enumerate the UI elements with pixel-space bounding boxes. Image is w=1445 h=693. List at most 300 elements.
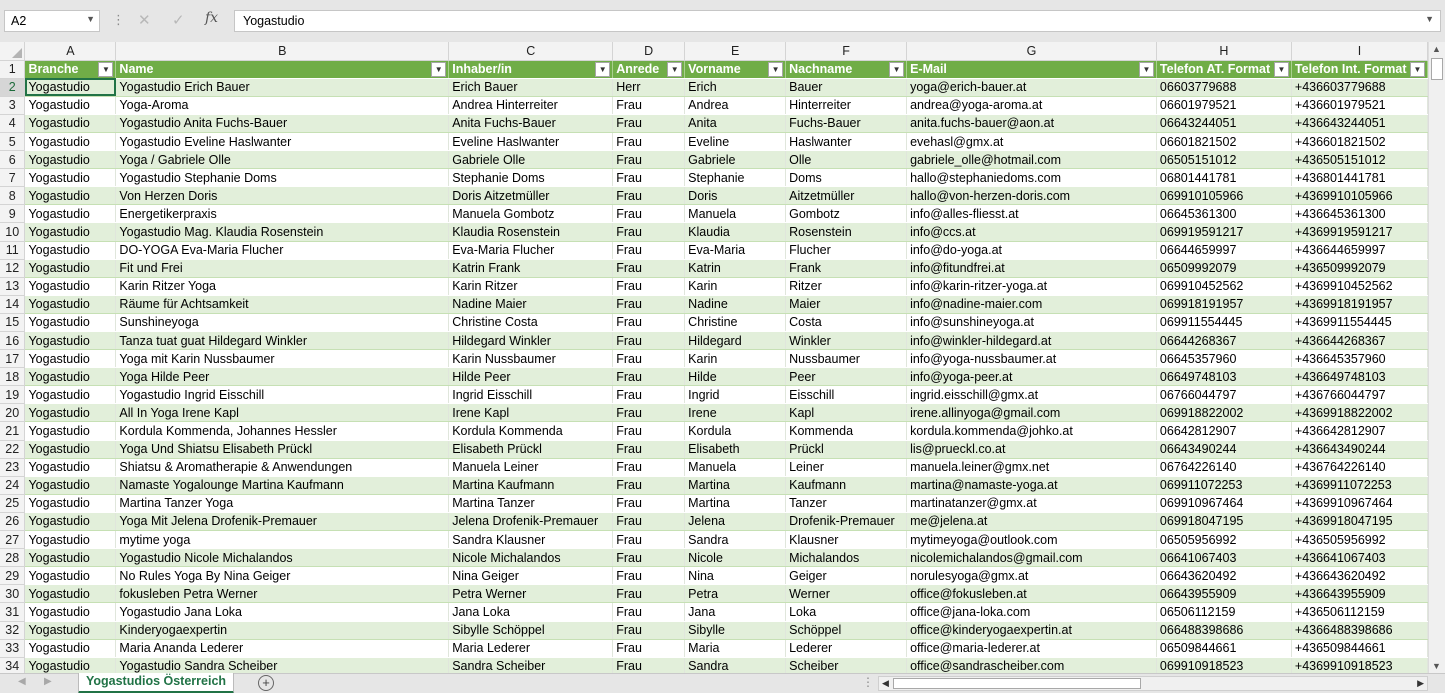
table-cell[interactable]: Yogastudio Jana Loka — [116, 603, 449, 621]
table-cell[interactable]: Jana Loka — [449, 603, 613, 621]
table-cell[interactable]: info@yoga-nussbaumer.at — [907, 350, 1157, 368]
add-sheet-button[interactable]: + — [258, 675, 274, 691]
table-cell[interactable]: Fit und Frei — [116, 259, 449, 277]
table-cell[interactable]: Yogastudio — [25, 78, 116, 96]
table-cell[interactable]: 06601979521 — [1156, 96, 1291, 114]
table-cell[interactable]: Nicole — [685, 549, 786, 567]
table-cell[interactable]: lis@prueckl.co.at — [907, 440, 1157, 458]
table-cell[interactable]: Leiner — [786, 458, 907, 476]
table-cell[interactable]: Frau — [613, 132, 685, 150]
table-cell[interactable]: Ingrid Eisschill — [449, 386, 613, 404]
table-cell[interactable]: 069918822002 — [1156, 404, 1291, 422]
table-cell[interactable]: Klausner — [786, 531, 907, 549]
table-cell[interactable]: Gabriele — [685, 151, 786, 169]
spreadsheet-grid[interactable] — [0, 42, 1428, 673]
table-cell[interactable]: Kordula Kommenda, Johannes Hessler — [116, 422, 449, 440]
header-cell[interactable] — [613, 60, 685, 78]
table-cell[interactable]: Frau — [613, 223, 685, 241]
table-cell[interactable]: Frau — [613, 657, 685, 673]
table-cell[interactable]: +436764226140 — [1291, 458, 1427, 476]
table-cell[interactable]: 069910967464 — [1156, 494, 1291, 512]
table-cell[interactable]: Nussbaumer — [786, 350, 907, 368]
table-cell[interactable]: Jana — [685, 603, 786, 621]
table-cell[interactable]: Frau — [613, 241, 685, 259]
table-cell[interactable]: info@ccs.at — [907, 223, 1157, 241]
table-cell[interactable]: Herr — [613, 78, 685, 96]
table-cell[interactable]: Manuela Leiner — [449, 458, 613, 476]
scroll-right-icon[interactable]: ▶ — [1417, 678, 1424, 688]
table-cell[interactable]: +4366488398686 — [1291, 621, 1427, 639]
table-cell[interactable]: Yoga Mit Jelena Drofenik-Premauer — [116, 512, 449, 530]
table-cell[interactable]: +436601821502 — [1291, 132, 1427, 150]
table-cell[interactable]: Karin Nussbaumer — [449, 350, 613, 368]
table-cell[interactable]: Loka — [786, 603, 907, 621]
table-cell[interactable]: Sibylle — [685, 621, 786, 639]
table-cell[interactable]: Namaste Yogalounge Martina Kaufmann — [116, 476, 449, 494]
table-cell[interactable]: Jelena — [685, 512, 786, 530]
table-cell[interactable]: 06644659997 — [1156, 241, 1291, 259]
table-cell[interactable]: Yogastudio — [25, 114, 116, 132]
table-cell[interactable]: Hinterreiter — [786, 96, 907, 114]
row-header[interactable]: 14 — [0, 295, 25, 313]
table-cell[interactable]: Martina — [685, 476, 786, 494]
table-cell[interactable]: Eva-Maria Flucher — [449, 241, 613, 259]
select-all-corner[interactable] — [0, 42, 25, 60]
row-header[interactable]: 26 — [0, 512, 25, 530]
table-cell[interactable]: 06643955909 — [1156, 585, 1291, 603]
table-cell[interactable]: Yogastudio — [25, 657, 116, 673]
table-cell[interactable]: Anita Fuchs-Bauer — [449, 114, 613, 132]
table-cell[interactable]: Geiger — [786, 567, 907, 585]
row-header[interactable]: 3 — [0, 96, 25, 114]
table-cell[interactable]: +436644659997 — [1291, 241, 1427, 259]
table-cell[interactable]: 069910452562 — [1156, 277, 1291, 295]
table-cell[interactable]: 069918191957 — [1156, 295, 1291, 313]
table-cell[interactable]: 069911554445 — [1156, 313, 1291, 331]
table-cell[interactable]: info@winkler-hildegard.at — [907, 332, 1157, 350]
table-cell[interactable]: +4369918047195 — [1291, 512, 1427, 530]
table-cell[interactable]: Yogastudio — [25, 621, 116, 639]
row-header[interactable]: 18 — [0, 368, 25, 386]
table-cell[interactable]: +436509992079 — [1291, 259, 1427, 277]
row-header[interactable]: 31 — [0, 603, 25, 621]
table-cell[interactable]: Sandra Scheiber — [449, 657, 613, 673]
column-header[interactable]: I — [1291, 42, 1427, 60]
table-cell[interactable]: Frau — [613, 494, 685, 512]
table-cell[interactable]: Kommenda — [786, 422, 907, 440]
table-cell[interactable]: Stephanie — [685, 169, 786, 187]
table-cell[interactable]: Ingrid — [685, 386, 786, 404]
table-cell[interactable]: Frau — [613, 531, 685, 549]
table-cell[interactable]: Energetikerpraxis — [116, 205, 449, 223]
table-cell[interactable]: Yogastudio — [25, 422, 116, 440]
table-cell[interactable]: +4369911554445 — [1291, 313, 1427, 331]
table-cell[interactable]: mytime yoga — [116, 531, 449, 549]
table-cell[interactable]: Yoga mit Karin Nussbaumer — [116, 350, 449, 368]
table-cell[interactable]: 06603779688 — [1156, 78, 1291, 96]
table-cell[interactable]: Costa — [786, 313, 907, 331]
table-cell[interactable]: Frau — [613, 639, 685, 657]
table-cell[interactable]: Tanzer — [786, 494, 907, 512]
table-cell[interactable]: Peer — [786, 368, 907, 386]
table-cell[interactable]: Yogastudio — [25, 386, 116, 404]
table-cell[interactable]: Nadine Maier — [449, 295, 613, 313]
header-cell[interactable] — [1291, 60, 1427, 78]
table-cell[interactable]: Yogastudio Nicole Michalandos — [116, 549, 449, 567]
table-cell[interactable]: Fuchs-Bauer — [786, 114, 907, 132]
table-cell[interactable]: Frau — [613, 585, 685, 603]
table-cell[interactable]: Yogastudio — [25, 223, 116, 241]
table-cell[interactable]: Yogastudio — [25, 313, 116, 331]
table-cell[interactable]: Frau — [613, 512, 685, 530]
table-cell[interactable]: Martina Kaufmann — [449, 476, 613, 494]
table-cell[interactable]: Maria Ananda Lederer — [116, 639, 449, 657]
sheet-tab-active[interactable]: Yogastudios Österreich — [78, 673, 234, 693]
row-header[interactable]: 23 — [0, 458, 25, 476]
table-cell[interactable]: office@kinderyogaexpertin.at — [907, 621, 1157, 639]
table-cell[interactable]: Lederer — [786, 639, 907, 657]
table-cell[interactable]: Doms — [786, 169, 907, 187]
table-cell[interactable]: 06766044797 — [1156, 386, 1291, 404]
table-cell[interactable]: Yogastudio — [25, 585, 116, 603]
table-cell[interactable]: 06506112159 — [1156, 603, 1291, 621]
table-cell[interactable]: Irene Kapl — [449, 404, 613, 422]
row-header[interactable]: 21 — [0, 422, 25, 440]
table-cell[interactable]: Sibylle Schöppel — [449, 621, 613, 639]
table-cell[interactable]: Frau — [613, 332, 685, 350]
table-cell[interactable]: 06643244051 — [1156, 114, 1291, 132]
table-cell[interactable]: Irene — [685, 404, 786, 422]
table-cell[interactable]: Hilde Peer — [449, 368, 613, 386]
table-cell[interactable]: irene.allinyoga@gmail.com — [907, 404, 1157, 422]
horizontal-scroll-thumb[interactable] — [893, 678, 1141, 689]
table-cell[interactable]: Shiatsu & Aromatherapie & Anwendungen — [116, 458, 449, 476]
table-cell[interactable]: Karin — [685, 350, 786, 368]
filter-dropdown-icon[interactable]: ▼ — [1410, 62, 1425, 77]
table-cell[interactable]: Hildegard Winkler — [449, 332, 613, 350]
table-cell[interactable]: +4369910452562 — [1291, 277, 1427, 295]
table-cell[interactable]: Nadine — [685, 295, 786, 313]
table-cell[interactable]: 06649748103 — [1156, 368, 1291, 386]
table-cell[interactable]: office@maria-lederer.at — [907, 639, 1157, 657]
filter-dropdown-icon[interactable]: ▼ — [667, 62, 682, 77]
table-cell[interactable]: Nina Geiger — [449, 567, 613, 585]
table-cell[interactable]: Karin Ritzer Yoga — [116, 277, 449, 295]
table-cell[interactable]: mytimeyoga@outlook.com — [907, 531, 1157, 549]
table-cell[interactable]: Erich — [685, 78, 786, 96]
table-cell[interactable]: +4369910967464 — [1291, 494, 1427, 512]
enter-icon[interactable]: ✓ — [172, 12, 185, 29]
table-cell[interactable]: 06505151012 — [1156, 151, 1291, 169]
table-cell[interactable]: Frau — [613, 549, 685, 567]
table-cell[interactable]: Petra — [685, 585, 786, 603]
row-header[interactable]: 4 — [0, 114, 25, 132]
table-cell[interactable]: Karin — [685, 277, 786, 295]
table-cell[interactable]: Frau — [613, 386, 685, 404]
table-cell[interactable]: Frau — [613, 603, 685, 621]
table-cell[interactable]: +436645357960 — [1291, 350, 1427, 368]
table-cell[interactable]: Kinderyogaexpertin — [116, 621, 449, 639]
table-cell[interactable]: 069919591217 — [1156, 223, 1291, 241]
table-cell[interactable]: DO-YOGA Eva-Maria Flucher — [116, 241, 449, 259]
table-cell[interactable]: Yogastudio Stephanie Doms — [116, 169, 449, 187]
table-cell[interactable]: info@karin-ritzer-yoga.at — [907, 277, 1157, 295]
table-cell[interactable]: Yogastudio — [25, 476, 116, 494]
table-cell[interactable]: Yogastudio — [25, 259, 116, 277]
scroll-left-icon[interactable]: ◀ — [882, 678, 889, 688]
table-cell[interactable]: Anita — [685, 114, 786, 132]
table-cell[interactable]: Yogastudio — [25, 512, 116, 530]
table-cell[interactable]: Frau — [613, 151, 685, 169]
table-cell[interactable]: Kaufmann — [786, 476, 907, 494]
table-cell[interactable]: Yogastudio Mag. Klaudia Rosenstein — [116, 223, 449, 241]
table-cell[interactable]: Yogastudio — [25, 187, 116, 205]
table-cell[interactable]: All In Yoga Irene Kapl — [116, 404, 449, 422]
table-cell[interactable]: Yogastudio — [25, 332, 116, 350]
table-cell[interactable]: Yogastudio Anita Fuchs-Bauer — [116, 114, 449, 132]
table-cell[interactable]: Frau — [613, 295, 685, 313]
table-cell[interactable]: Frau — [613, 259, 685, 277]
table-cell[interactable]: Maier — [786, 295, 907, 313]
column-header[interactable]: B — [116, 42, 449, 60]
table-cell[interactable]: Werner — [786, 585, 907, 603]
table-cell[interactable]: Yogastudio — [25, 639, 116, 657]
table-cell[interactable]: Yogastudio — [25, 132, 116, 150]
filter-dropdown-icon[interactable]: ▼ — [98, 62, 113, 77]
column-header[interactable]: G — [907, 42, 1157, 60]
table-cell[interactable]: Räume für Achtsamkeit — [116, 295, 449, 313]
table-cell[interactable]: info@sunshineyoga.at — [907, 313, 1157, 331]
table-cell[interactable]: 06643490244 — [1156, 440, 1291, 458]
table-cell[interactable]: Eveline Haslwanter — [449, 132, 613, 150]
table-cell[interactable]: Yogastudio — [25, 531, 116, 549]
table-cell[interactable]: kordula.kommenda@johko.at — [907, 422, 1157, 440]
row-header[interactable]: 30 — [0, 585, 25, 603]
table-cell[interactable]: evehasl@gmx.at — [907, 132, 1157, 150]
table-cell[interactable]: 06641067403 — [1156, 549, 1291, 567]
table-cell[interactable]: Frau — [613, 169, 685, 187]
table-cell[interactable]: Frau — [613, 368, 685, 386]
header-cell[interactable] — [685, 60, 786, 78]
row-header[interactable]: 32 — [0, 621, 25, 639]
table-cell[interactable]: Yogastudio — [25, 440, 116, 458]
table-cell[interactable]: Klaudia Rosenstein — [449, 223, 613, 241]
table-cell[interactable]: Frau — [613, 404, 685, 422]
table-cell[interactable]: +436601979521 — [1291, 96, 1427, 114]
table-cell[interactable]: Bauer — [786, 78, 907, 96]
table-cell[interactable]: Manuela — [685, 205, 786, 223]
table-cell[interactable]: Yogastudio Sandra Scheiber — [116, 657, 449, 673]
table-cell[interactable]: nicolemichalandos@gmail.com — [907, 549, 1157, 567]
table-cell[interactable]: 066488398686 — [1156, 621, 1291, 639]
header-cell[interactable] — [25, 60, 116, 78]
horizontal-scrollbar[interactable] — [878, 676, 1428, 691]
table-cell[interactable]: Manuela Gombotz — [449, 205, 613, 223]
table-cell[interactable]: Hildegard — [685, 332, 786, 350]
row-header[interactable]: 20 — [0, 404, 25, 422]
table-cell[interactable]: info@yoga-peer.at — [907, 368, 1157, 386]
expand-formula-icon[interactable]: ▼ — [1425, 14, 1434, 24]
table-cell[interactable]: +436603779688 — [1291, 78, 1427, 96]
table-cell[interactable]: Frank — [786, 259, 907, 277]
table-cell[interactable]: Klaudia — [685, 223, 786, 241]
table-cell[interactable]: Von Herzen Doris — [116, 187, 449, 205]
table-cell[interactable]: yoga@erich-bauer.at — [907, 78, 1157, 96]
row-header[interactable]: 33 — [0, 639, 25, 657]
table-cell[interactable]: Christine Costa — [449, 313, 613, 331]
table-cell[interactable]: office@sandrascheiber.com — [907, 657, 1157, 673]
table-cell[interactable]: Frau — [613, 458, 685, 476]
filter-dropdown-icon[interactable]: ▼ — [768, 62, 783, 77]
header-cell[interactable] — [449, 60, 613, 78]
table-cell[interactable]: Yogastudio — [25, 458, 116, 476]
table-cell[interactable]: Manuela — [685, 458, 786, 476]
row-header[interactable]: 10 — [0, 223, 25, 241]
table-cell[interactable]: Kordula Kommenda — [449, 422, 613, 440]
scroll-down-icon[interactable]: ▼ — [1432, 661, 1441, 671]
table-cell[interactable]: Yogastudio Erich Bauer — [116, 78, 449, 96]
table-cell[interactable]: Frau — [613, 277, 685, 295]
table-cell[interactable]: Ritzer — [786, 277, 907, 295]
table-cell[interactable]: Frau — [613, 187, 685, 205]
table-cell[interactable]: 06642812907 — [1156, 422, 1291, 440]
table-cell[interactable]: info@alles-fliesst.at — [907, 205, 1157, 223]
table-cell[interactable]: +436509844661 — [1291, 639, 1427, 657]
table-cell[interactable]: Maria Lederer — [449, 639, 613, 657]
table-cell[interactable]: 06509992079 — [1156, 259, 1291, 277]
table-cell[interactable]: Rosenstein — [786, 223, 907, 241]
table-cell[interactable]: Sandra — [685, 531, 786, 549]
table-cell[interactable]: Kapl — [786, 404, 907, 422]
column-header[interactable]: D — [613, 42, 685, 60]
table-cell[interactable]: Frau — [613, 476, 685, 494]
row-header[interactable]: 13 — [0, 277, 25, 295]
table-cell[interactable]: martina@namaste-yoga.at — [907, 476, 1157, 494]
name-box[interactable] — [4, 10, 100, 32]
row-header[interactable]: 34 — [0, 657, 25, 673]
column-header[interactable]: H — [1156, 42, 1291, 60]
table-cell[interactable]: Yogastudio — [25, 169, 116, 187]
table-cell[interactable]: 06644268367 — [1156, 332, 1291, 350]
table-cell[interactable]: +436644268367 — [1291, 332, 1427, 350]
table-cell[interactable]: Doris Aitzetmüller — [449, 187, 613, 205]
table-cell[interactable]: Yoga / Gabriele Olle — [116, 151, 449, 169]
table-cell[interactable]: Kordula — [685, 422, 786, 440]
table-cell[interactable]: Michalandos — [786, 549, 907, 567]
table-cell[interactable]: Yogastudio — [25, 567, 116, 585]
row-header[interactable]: 27 — [0, 531, 25, 549]
table-cell[interactable]: Frau — [613, 440, 685, 458]
table-cell[interactable]: martinatanzer@gmx.at — [907, 494, 1157, 512]
table-cell[interactable]: Sandra Klausner — [449, 531, 613, 549]
row-header[interactable]: 17 — [0, 350, 25, 368]
table-cell[interactable]: gabriele_olle@hotmail.com — [907, 151, 1157, 169]
table-cell[interactable]: Yoga Und Shiatsu Elisabeth Prückl — [116, 440, 449, 458]
table-cell[interactable]: Yogastudio — [25, 494, 116, 512]
table-cell[interactable]: +436643490244 — [1291, 440, 1427, 458]
row-header[interactable]: 6 — [0, 151, 25, 169]
table-cell[interactable]: +436766044797 — [1291, 386, 1427, 404]
row-header[interactable]: 2 — [0, 78, 25, 96]
table-cell[interactable]: Katrin Frank — [449, 259, 613, 277]
table-cell[interactable]: Elisabeth — [685, 440, 786, 458]
row-header[interactable]: 7 — [0, 169, 25, 187]
table-cell[interactable]: Haslwanter — [786, 132, 907, 150]
table-cell[interactable]: Aitzetmüller — [786, 187, 907, 205]
table-cell[interactable]: info@fitundfrei.at — [907, 259, 1157, 277]
row-header[interactable]: 5 — [0, 132, 25, 150]
table-cell[interactable]: +436641067403 — [1291, 549, 1427, 567]
table-cell[interactable]: Yogastudio — [25, 205, 116, 223]
table-cell[interactable]: Frau — [613, 205, 685, 223]
header-cell[interactable] — [907, 60, 1157, 78]
table-cell[interactable]: me@jelena.at — [907, 512, 1157, 530]
table-cell[interactable]: Doris — [685, 187, 786, 205]
table-cell[interactable]: Yogastudio — [25, 295, 116, 313]
row-header[interactable]: 15 — [0, 313, 25, 331]
filter-dropdown-icon[interactable]: ▼ — [889, 62, 904, 77]
prev-sheet-icon[interactable]: ◀ — [18, 676, 26, 687]
table-cell[interactable]: Yogastudio — [25, 549, 116, 567]
filter-dropdown-icon[interactable]: ▼ — [431, 62, 446, 77]
table-cell[interactable]: Yogastudio — [25, 603, 116, 621]
next-sheet-icon[interactable]: ▶ — [44, 676, 52, 687]
table-cell[interactable]: Elisabeth Prückl — [449, 440, 613, 458]
table-cell[interactable]: Gombotz — [786, 205, 907, 223]
table-cell[interactable]: Martina Tanzer — [449, 494, 613, 512]
table-cell[interactable]: andrea@yoga-aroma.at — [907, 96, 1157, 114]
table-cell[interactable]: Jelena Drofenik-Premauer — [449, 512, 613, 530]
table-cell[interactable]: Nina — [685, 567, 786, 585]
column-header[interactable]: F — [786, 42, 907, 60]
table-cell[interactable]: Yogastudio Eveline Haslwanter — [116, 132, 449, 150]
table-cell[interactable]: Frau — [613, 422, 685, 440]
table-cell[interactable]: fokusleben Petra Werner — [116, 585, 449, 603]
row-header[interactable]: 1 — [0, 60, 25, 78]
table-cell[interactable]: Tanza tuat guat Hildegard Winkler — [116, 332, 449, 350]
row-header[interactable]: 24 — [0, 476, 25, 494]
vertical-scroll-thumb[interactable] — [1431, 58, 1443, 80]
table-cell[interactable]: Frau — [613, 313, 685, 331]
header-cell[interactable] — [116, 60, 449, 78]
table-cell[interactable]: anita.fuchs-bauer@aon.at — [907, 114, 1157, 132]
table-cell[interactable]: info@nadine-maier.com — [907, 295, 1157, 313]
filter-dropdown-icon[interactable]: ▼ — [1274, 62, 1289, 77]
table-cell[interactable]: Yogastudio — [25, 404, 116, 422]
table-cell[interactable]: +4369918822002 — [1291, 404, 1427, 422]
table-cell[interactable]: +436505956992 — [1291, 531, 1427, 549]
column-header[interactable]: E — [685, 42, 786, 60]
vertical-scrollbar[interactable] — [1428, 42, 1445, 673]
table-cell[interactable]: Petra Werner — [449, 585, 613, 603]
table-cell[interactable]: +436645361300 — [1291, 205, 1427, 223]
table-cell[interactable]: Prückl — [786, 440, 907, 458]
table-cell[interactable]: norulesyoga@gmx.at — [907, 567, 1157, 585]
table-cell[interactable]: office@jana-loka.com — [907, 603, 1157, 621]
table-cell[interactable]: Frau — [613, 350, 685, 368]
table-cell[interactable]: Yogastudio — [25, 96, 116, 114]
table-cell[interactable]: Gabriele Olle — [449, 151, 613, 169]
table-cell[interactable]: Andrea Hinterreiter — [449, 96, 613, 114]
column-header[interactable]: A — [25, 42, 116, 60]
table-cell[interactable]: +4369911072253 — [1291, 476, 1427, 494]
table-cell[interactable]: Yogastudio — [25, 350, 116, 368]
table-cell[interactable]: office@fokusleben.at — [907, 585, 1157, 603]
table-cell[interactable]: Yogastudio — [25, 277, 116, 295]
table-cell[interactable]: +4369918191957 — [1291, 295, 1427, 313]
row-header[interactable]: 22 — [0, 440, 25, 458]
table-cell[interactable]: Eisschill — [786, 386, 907, 404]
